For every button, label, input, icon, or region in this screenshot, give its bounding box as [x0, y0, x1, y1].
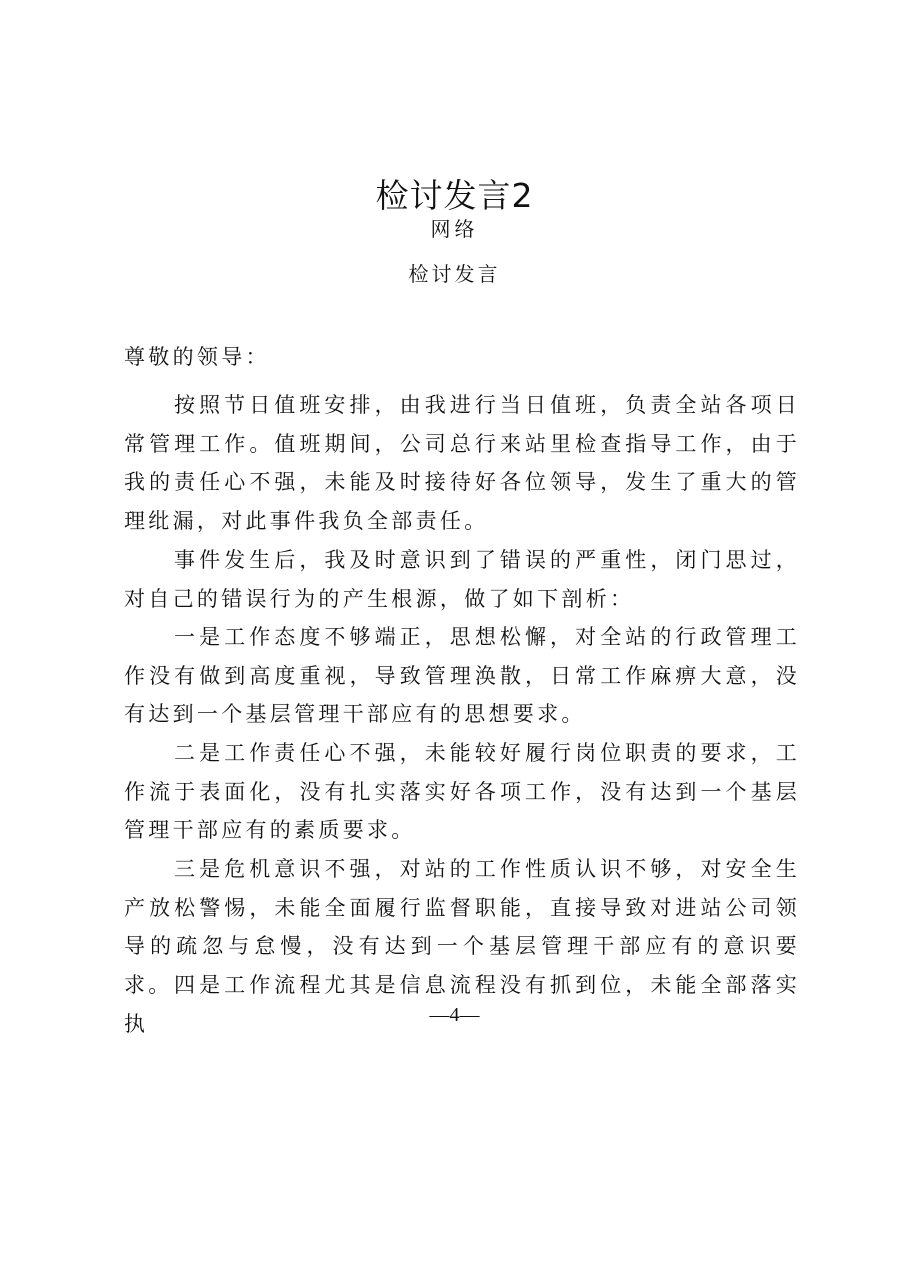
paragraph-1: 按照节日值班安排，由我进行当日值班，负责全站各项日常管理工作。值班期间，公司总行来站里检查指导工作，由于我的责任心不强，未能及时接待好各位领导，发生了重大的管理纰漏，对此事件我负全部责任。 — [124, 393, 800, 533]
paragraph-2: 事件发生后，我及时意识到了错误的严重性，闭门思过，对自己的错误行为的产生根源，做了如下剖析： — [124, 548, 800, 611]
paragraph-4: 二是工作责任心不强，未能较好履行岗位职责的要求，工作流于表面化，没有扎实落实好各项工作，没有达到一个基层管理干部应有的素质要求。 — [124, 741, 800, 843]
paragraph-5: 三是危机意识不强，对站的工作性质认识不够，对安全生产放松警惕，未能全面履行监督职能，直接导致对进站公司领导的疏忽与怠慢，没有达到一个基层管理干部应有的意识要求。 — [124, 857, 800, 997]
paragraph-3: 一是工作态度不够端正，思想松懈，对全站的行政管理工作没有做到高度重视，导致管理涣散，日常工作麻痹大意，没有达到一个基层管理干部应有的思想要求。 — [124, 625, 800, 727]
document-source: 网络 — [430, 217, 479, 241]
salutation: 尊敬的领导： — [124, 345, 270, 369]
page-number: —4— — [429, 1004, 480, 1026]
paragraph-6: 四是工作流程尤其是信息流程没有抓到位，未能全部落实执 — [124, 973, 800, 1036]
document-title: 检讨发言2 — [375, 176, 534, 215]
document-heading: 检讨发言 — [408, 262, 501, 286]
